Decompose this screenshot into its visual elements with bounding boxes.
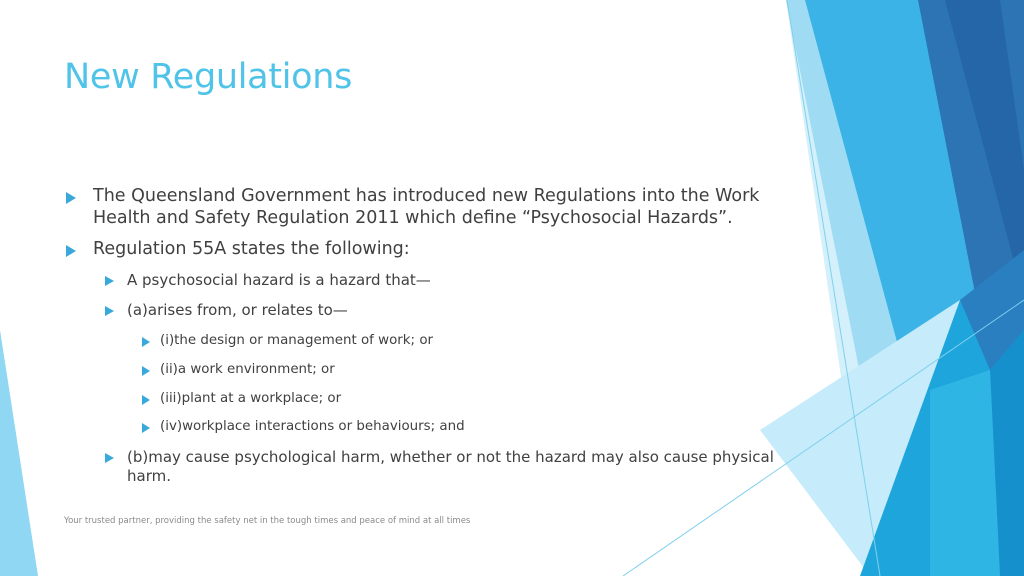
bullet-arrow-icon [105, 276, 114, 286]
bullet-text: Regulation 55A states the following: [93, 238, 410, 259]
bullet-text: (i)the design or management of work; or [160, 333, 434, 349]
bullet-item [64, 239, 764, 261]
bullet-arrow-icon [66, 245, 76, 257]
bullet-text: (b)may cause psychological harm, whether or not the hazard may also cause physical harm. [127, 448, 774, 485]
bullet-item [64, 448, 787, 486]
bullet-item [64, 186, 764, 230]
bullet-arrow-icon [142, 395, 150, 405]
footer-tagline: Your trusted partner, providing the safety net in the tough times and peace of mind at all times [64, 516, 471, 526]
bullet-arrow-icon [105, 453, 114, 463]
bullet-item [64, 391, 764, 408]
bullet-item [64, 271, 764, 290]
bullet-arrow-icon [66, 192, 76, 204]
bullet-item [64, 362, 764, 379]
bullet-text: (a)arises from, or relates to— [127, 301, 348, 320]
bullet-item [64, 301, 764, 320]
bullet-text: A psychosocial hazard is a hazard that— [127, 270, 431, 289]
bullet-arrow-icon [142, 366, 150, 376]
page-title: New Regulations [64, 57, 353, 97]
bullet-list [64, 186, 774, 486]
bullet-arrow-icon [105, 306, 114, 316]
bullet-text: (iii)plant at a workplace; or [160, 390, 342, 406]
facet-left-sliver [0, 330, 38, 576]
bullet-text: (iv)workplace interactions or behaviours; and [160, 419, 465, 435]
bullet-item [64, 419, 764, 436]
bullet-item [64, 333, 764, 350]
bullet-arrow-icon [142, 337, 150, 347]
bullet-text: The Queensland Government has introduced new Regulations into the Work Health and Safety Regulation 2011 which define “Psychosocial Hazards”. [93, 186, 760, 228]
bullet-arrow-icon [142, 423, 150, 433]
facet-cyan-wedge [930, 370, 1000, 576]
bullet-text: (ii)a work environment; or [160, 361, 335, 377]
